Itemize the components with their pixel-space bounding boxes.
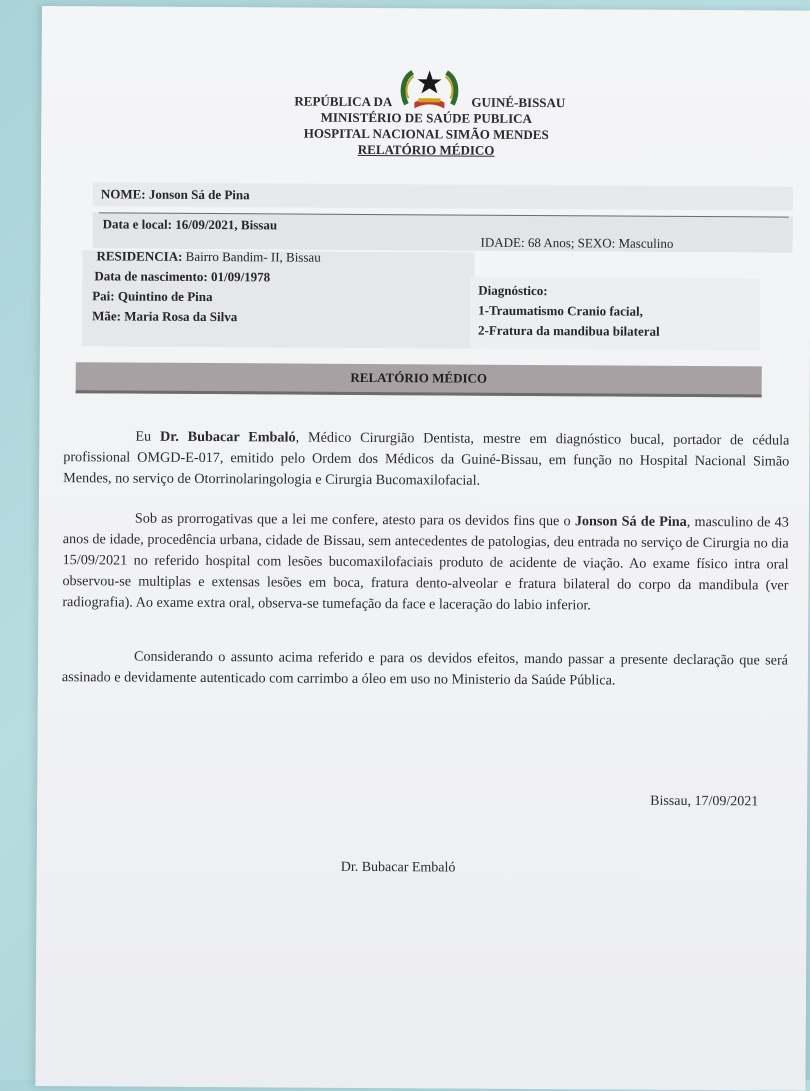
p2-patient-name: Jonson Sá de Pina <box>574 513 687 530</box>
father-value: Quintino de Pina <box>117 288 213 305</box>
father-label: Pai: <box>92 288 115 304</box>
name-field <box>101 186 250 203</box>
p1-doctor-name: Dr. Bubacar Embaló <box>159 428 296 446</box>
document-header <box>41 92 810 161</box>
signature-name: Dr. Bubacar Embaló <box>340 859 456 876</box>
country-left: REPÚBLICA DA <box>294 93 393 110</box>
date-place-field <box>103 216 278 233</box>
father-field <box>92 288 212 305</box>
age-sex: IDADE: 68 Anos; SEXO: Masculino <box>480 234 674 251</box>
p2-start: Sob as prorrogativas que a lei me confere, atesto para os devidos fins que o <box>134 510 575 530</box>
date-place-label: Data e local: <box>102 216 173 232</box>
ministry-name: MINISTÉRIO DE SAÚDE PUBLICA <box>320 109 533 126</box>
p3-text: Considerando o assunto acima referido e para os devidos efeitos, mando passar a presente declaração que será assinado e devidamente autenticado com carrimbo a óleo em uso no Ministerio da Saúde Pública. <box>61 648 789 689</box>
hospital-name: HOSPITAL NACIONAL SIMÃO MENDES <box>303 125 549 143</box>
residence-label: RESIDENCIA: <box>96 248 183 264</box>
birth-value: 01/09/1978 <box>210 269 271 285</box>
diagnosis-item-2: 2-Fratura da mandibua bilateral <box>477 322 660 339</box>
residence-value: Bairro Bandim- II, Bissau <box>185 248 321 265</box>
paragraph-2 <box>62 508 789 617</box>
document-title: RELATÓRIO MÉDICO <box>357 141 495 158</box>
p1-rest: , Médico Cirurgião Dentista, mestre em diagnóstico bucal, portador de cédula profissional OMGD-E-017, emitido pelo Ordem dos Médicos da Guiné-Bissau, em função no Hospital Nacional Simão Mendes, no serviço de Otorrinolaringologia e Cirurgia Bucomaxilofacial. <box>63 429 790 489</box>
paragraph-3 <box>62 646 788 692</box>
place-date: Bissau, 17/09/2021 <box>650 793 759 810</box>
diagnosis-label-text: Diagnóstico: <box>478 282 548 299</box>
country-right: GUINÉ-BISSAU <box>471 94 566 111</box>
mother-value: Maria Rosa da Silva <box>124 308 238 325</box>
p2-rest: , masculino de 43 anos de idade, procedência urbana, cidade de Bissau, sem antecedentes de patologias, deu entrada no serviço de Cirurgia no dia 15/09/2021 no referido hospital com lesões bucomaxilofaciais produto de acidente de viação. Ao exame físico intra oral observou-se multiplas e extensas lesões em boca, fratura dento-alveolar e fratura bilateral do corpo da mandibula (ver radiografia). Ao exame extra oral, observa-se tumefação da face e laceração do labio inferior. <box>62 513 789 614</box>
document-page <box>35 6 810 1091</box>
residence-field <box>96 248 320 265</box>
mother-label: Mãe: <box>92 308 122 324</box>
birth-field <box>94 268 270 285</box>
birth-label: Data de nascimento: <box>94 268 208 285</box>
paragraph-1 <box>63 426 789 493</box>
section-title-bar: RELATÓRIO MÉDICO <box>76 362 762 397</box>
diagnosis-item-1: 1-Traumatismo Cranio facial, <box>478 302 643 319</box>
diagnosis-label <box>478 283 547 299</box>
p1-start: Eu <box>135 428 161 445</box>
patient-name: Jonson Sá de Pina <box>148 186 250 203</box>
date-place-value: 16/09/2021, Bissau <box>175 216 278 233</box>
name-label: NOME: <box>100 186 146 202</box>
mother-field <box>92 308 237 325</box>
